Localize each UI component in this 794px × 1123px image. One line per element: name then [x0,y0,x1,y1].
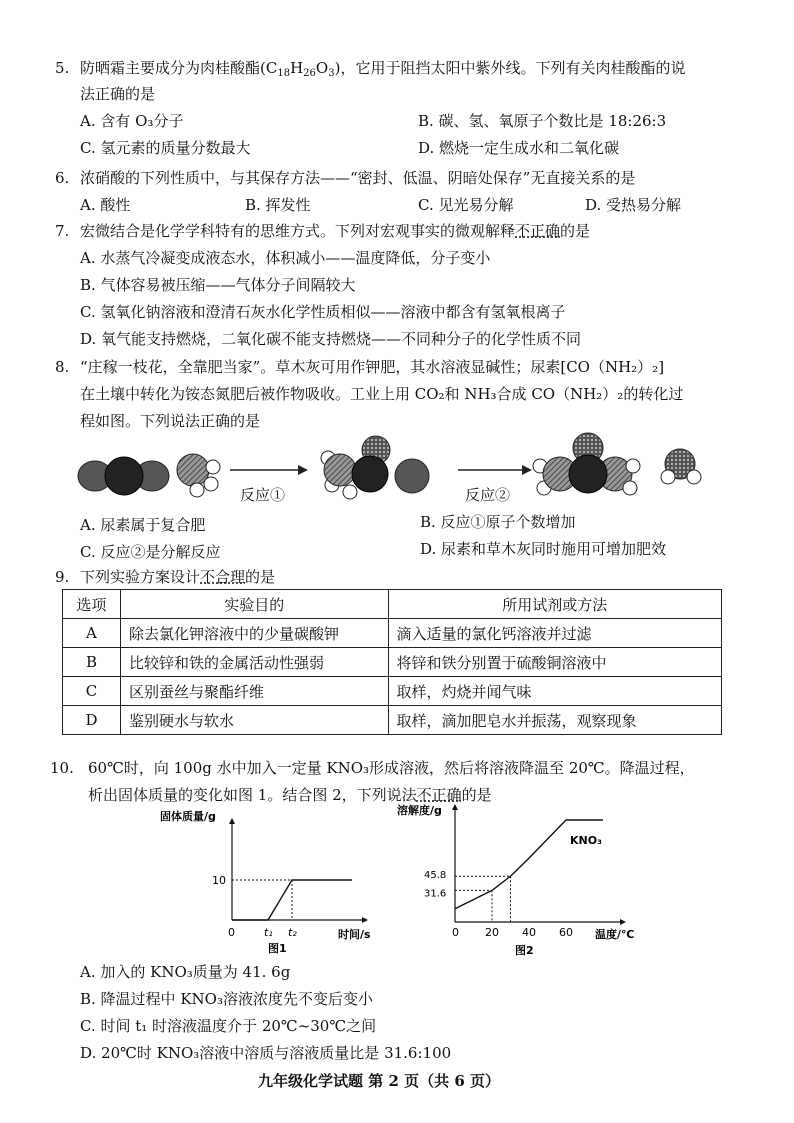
table-cell: 除去氯化钾溶液中的少量碳酸钾 [120,619,388,648]
q8-option-c: C. 反应②是分解反应 [80,543,221,561]
q7-option-c: C. 氢氧化钠溶液和澄清石灰水化学性质相似——溶液中都含有氢氧根离子 [80,303,566,321]
q10-option-b: B. 降温过程中 KNO₃溶液浓度先不变后变小 [80,990,373,1008]
reaction-2-label: 反应② [465,486,511,504]
x-tick-label: 40 [522,926,536,939]
q8-number: 8. [55,358,70,376]
q10-option-a: A. 加入的 KNO₃质量为 41. 6g [80,963,291,981]
q8-option-a: A. 尿素属于复合肥 [80,516,206,534]
x-tick-label: 0 [228,926,235,939]
table-row [63,677,722,706]
table-header-cell: 所用试剂或方法 [388,590,722,619]
q8-stem-line2: 在土壤中转化为铵态氮肥后被作物吸收。工业上用 CO₂和 NH₃合成 CO（NH₂）₂的转化过 [80,385,684,403]
x-tick-label: 60 [559,926,573,939]
co2-molecule [78,457,169,495]
y-axis-label: 固体质量/g [160,810,216,823]
q5-option-a: A. 含有 O₃分子 [80,112,184,130]
q7-option-b: B. 气体容易被压缩——气体分子间隔较大 [80,276,356,294]
q6-option-a: A. 酸性 [80,196,131,214]
table-cell: 区别蚕丝与聚酯纤维 [120,677,388,706]
q7-stem: 宏微结合是化学学科特有的思维方式。下列对宏观事实的微观解释不正确的是 [80,222,591,240]
table-cell: C [63,677,121,706]
q7-number: 7. [55,222,70,240]
figure2-chart [380,800,650,958]
x-axis-label: 时间/s [338,928,371,941]
x-axis-arrow [620,919,626,925]
table-cell: D [63,706,121,735]
q5-stem-line1: 防晒霜主要成分为肉桂酸酯$(C_{18}H_{26}O_3)$，它用于阻挡太阳中紫外线。下列有关肉桂酸酯的说 [80,59,686,79]
table-row [63,648,722,677]
x-tick-label: t₁ [264,926,273,939]
q5-option-d: D. 燃烧一定生成水和二氧化碳 [418,139,620,157]
q5-stem-line2: 法正确的是 [80,85,156,103]
q8-option-d: D. 尿素和草木灰同时施用可增加肥效 [420,540,667,558]
y-tick-label: 45.8 [424,870,447,882]
q6-stem: 浓硝酸的下列性质中，与其保存方法——“密封、低温、阴暗处保存”无直接关系的是 [80,169,636,187]
q6-option-b: B. 挥发性 [245,196,311,214]
table-row [63,706,722,735]
q6-option-d: D. 受热易分解 [585,196,682,214]
q10-stem-line1: 60℃时，向 100g 水中加入一定量 KNO₃形成溶液，然后将溶液降温至 20℃。降温过程， [88,759,695,777]
q5-option-b: B. 碳、氢、氧原子个数比是 18:26:3 [418,112,667,130]
experiment-table [62,589,722,735]
table-cell: 滴入适量的氯化钙溶液并过滤 [388,619,722,648]
q8-option-b: B. 反应①原子个数增加 [420,513,576,531]
q7-option-a: A. 水蒸气冷凝变成液态水，体积减小——温度降低，分子变小 [80,249,491,267]
figure-caption: 图2 [515,944,534,957]
x-tick-label: t₂ [288,926,297,939]
y-axis-arrow [452,804,458,810]
x-axis-label: 温度/℃ [595,928,635,941]
y-tick-label: 31.6 [424,888,447,900]
q10-stem-line2: 析出固体质量的变化如图 1。结合图 2，下列说法不正确的是 [88,786,492,804]
q5-option-c: C. 氢元素的质量分数最大 [80,139,251,157]
q8-stem-line1: “庄稼一枝花，全靠肥当家”。草木灰可用作钾肥，其水溶液显碱性；尿素[CO（NH₂）₂] [80,358,665,376]
q10-option-d: D. 20℃时 KNO₃溶液中溶质与溶液质量比是 31.6:100 [80,1044,452,1062]
q5-number: 5. [55,59,70,77]
y-axis-arrow [229,818,235,824]
figure-caption: 图1 [268,942,287,955]
y-tick-label: 10 [212,874,226,887]
q6-option-c: C. 见光易分解 [418,196,514,214]
nh3-molecule [177,454,220,497]
reaction-1-label: 反应① [240,486,286,504]
x-tick-label: 20 [485,926,499,939]
q10-number: 10. [50,759,74,777]
x-tick-label: 0 [452,926,459,939]
intermediate-molecule [321,436,429,499]
figure1-chart [150,808,380,958]
q6-number: 6. [55,169,70,187]
water-molecule [661,449,701,484]
table-cell: 取样，滴加肥皂水并振荡，观察现象 [388,706,722,735]
reaction-diagram [70,430,730,510]
q10-option-c: C. 时间 t₁ 时溶液温度介于 20℃~30℃之间 [80,1017,377,1035]
table-row [63,619,722,648]
series-label: KNO₃ [570,834,602,847]
page-footer: 九年级化学试题 第 2 页（共 6 页） [258,1072,500,1090]
table-header-row [63,590,722,619]
table-cell: 将锌和铁分别置于硫酸铜溶液中 [388,648,722,677]
q9-stem: 下列实验方案设计不合理的是 [80,568,276,586]
q8-stem-line3: 程如图。下列说法正确的是 [80,412,261,430]
table-cell: 比较锌和铁的金属活动性强弱 [120,648,388,677]
urea-molecule [533,433,640,495]
table-cell: 鉴别硬水与软水 [120,706,388,735]
q7-option-d: D. 氧气能支持燃烧，二氧化碳不能支持燃烧——不同种分子的化学性质不同 [80,330,582,348]
table-header-cell: 实验目的 [120,590,388,619]
table-header-cell: 选项 [63,590,121,619]
table-cell: 取样，灼烧并闻气味 [388,677,722,706]
table-cell: B [63,648,121,677]
table-cell: A [63,619,121,648]
x-axis-arrow [362,917,368,923]
y-axis-label: 溶解度/g [397,804,442,817]
q9-number: 9. [55,568,70,586]
